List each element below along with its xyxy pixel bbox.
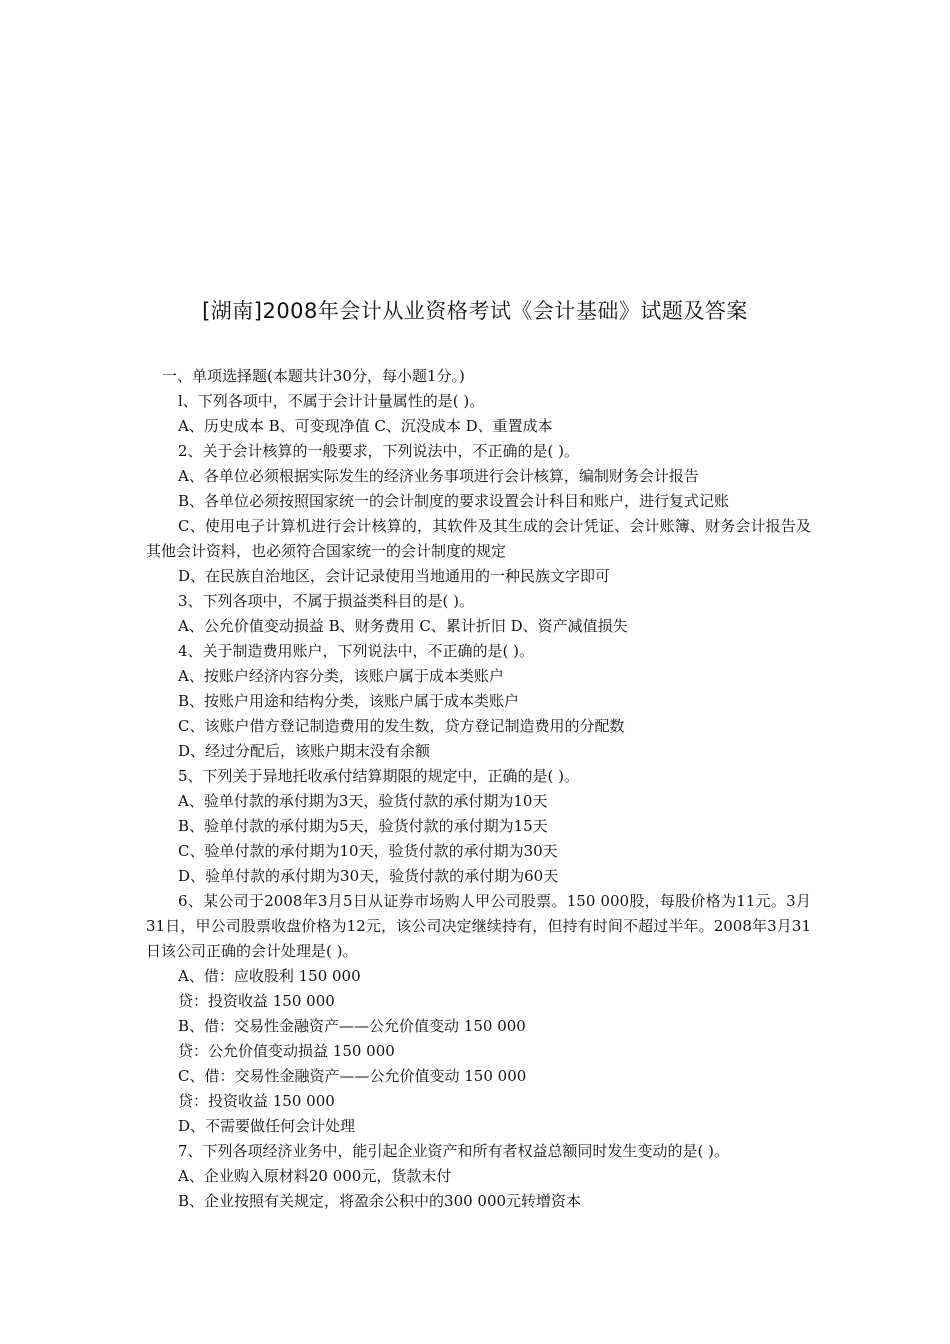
question-7-option-b: B、企业按照有关规定，将盈余公积中的300 000元转增资本 xyxy=(178,1192,582,1210)
question-4-option-a: A、按账户经济内容分类，该账户属于成本类账户 xyxy=(178,667,504,685)
question-5-option-b: B、验单付款的承付期为5天，验货付款的承付期为15天 xyxy=(178,817,548,835)
question-6-option-c-credit: 贷：投资收益 150 000 xyxy=(178,1092,335,1110)
question-6-option-b-credit: 贷：公允价值变动损益 150 000 xyxy=(178,1042,395,1060)
question-4-option-d: D、经过分配后，该账户期末没有余额 xyxy=(178,742,431,760)
question-3-options: A、公允价值变动损益 B、财务费用 C、累计折旧 D、资产减值损失 xyxy=(178,617,628,635)
question-2-option-a: A、各单位必须根据实际发生的经济业务事项进行会计核算，编制财务会计报告 xyxy=(178,467,699,485)
question-4-option-c: C、该账户借方登记制造费用的发生数，贷方登记制造费用的分配数 xyxy=(178,717,625,735)
question-6-option-c-debit: C、借：交易性金融资产——公允价值变动 150 000 xyxy=(178,1067,527,1085)
question-5-option-c: C、验单付款的承付期为10天，验货付款的承付期为30天 xyxy=(178,842,558,860)
question-7-stem: 7、下列各项经济业务中，能引起企业资产和所有者权益总额同时发生变动的是( )。 xyxy=(178,1142,730,1160)
question-6-option-b-debit: B、借：交易性金融资产——公允价值变动 150 000 xyxy=(178,1017,526,1035)
question-7-option-a: A、企业购入原材料20 000元，货款未付 xyxy=(178,1167,452,1185)
question-2-stem: 2、关于会计核算的一般要求，下列说法中，不正确的是( )。 xyxy=(178,442,580,460)
section-heading: 一、单项选择题(本题共计30分，每小题1分。) xyxy=(162,367,465,385)
question-2-option-b: B、各单位必须按照国家统一的会计制度的要求设置会计科目和账户，进行复式记账 xyxy=(178,492,730,510)
question-4-stem: 4、关于制造费用账户，下列说法中，不正确的是( )。 xyxy=(178,642,535,660)
question-5-option-a: A、验单付款的承付期为3天，验货付款的承付期为10天 xyxy=(178,792,548,810)
question-2-option-c: C、使用电子计算机进行会计核算的，其软件及其生成的会计凭证、会计账簿、财务会计报告及其他会计资料，也必须符合国家统一的会计制度的规定 xyxy=(146,517,811,560)
document-title: [湖南]2008年会计从业资格考试《会计基础》试题及答案 xyxy=(202,299,748,323)
question-6-option-a-credit: 贷：投资收益 150 000 xyxy=(178,992,335,1010)
document-body xyxy=(146,364,811,1214)
question-6-option-d: D、不需要做任何会计处理 xyxy=(178,1117,356,1135)
question-2-option-d: D、在民族自治地区，会计记录使用当地通用的一种民族文字即可 xyxy=(178,567,611,585)
question-3-stem: 3、下列各项中，不属于损益类科目的是( )。 xyxy=(178,592,475,610)
question-5-option-d: D、验单付款的承付期为30天，验货付款的承付期为60天 xyxy=(178,867,559,885)
question-6-option-a-debit: A、借：应收股利 150 000 xyxy=(178,967,361,985)
question-5-stem: 5、下列关于异地托收承付结算期限的规定中，正确的是( )。 xyxy=(178,767,580,785)
question-6-stem: 6、某公司于2008年3月5日从证券市场购人甲公司股票。150 000股，每股价格为11元。3月31日，甲公司股票收盘价格为12元，该公司决定继续持有，但持有时间不超过半年。2008年3月31日该公司正确的会计处理是( )。 xyxy=(146,892,811,960)
question-1-options: A、历史成本 B、可变现净值 C、沉没成本 D、重置成本 xyxy=(178,417,553,435)
question-1-stem: l、下列各项中，不属于会计计量属性的是( )。 xyxy=(178,392,485,410)
question-4-option-b: B、按账户用途和结构分类，该账户属于成本类账户 xyxy=(178,692,520,710)
